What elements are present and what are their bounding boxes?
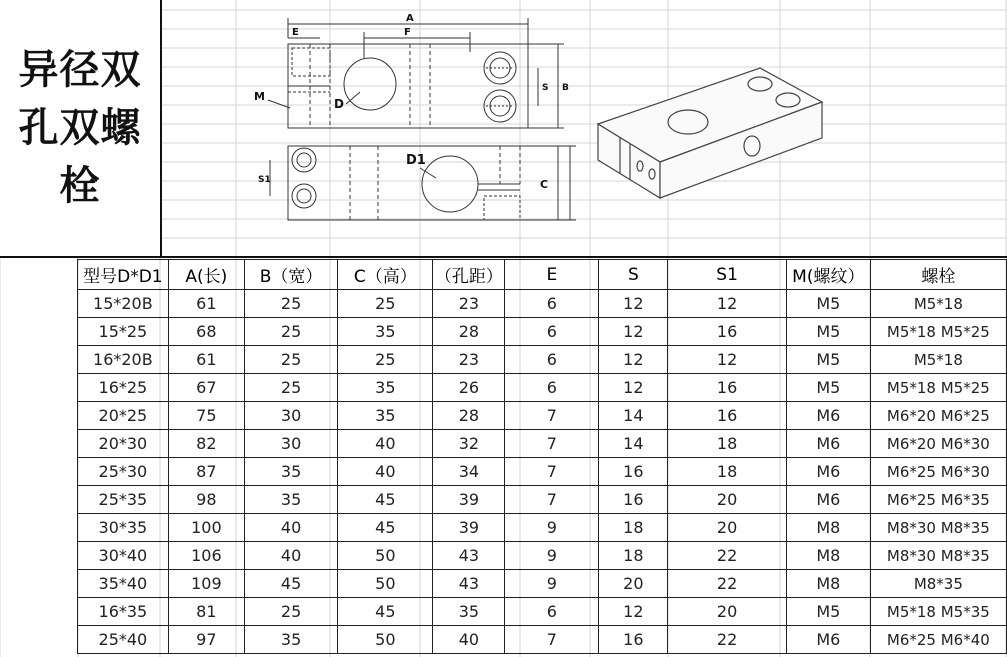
cell-hole-pitch: 43: [433, 542, 505, 570]
cell-s: 16: [599, 626, 668, 654]
cell-hole-pitch: 35: [433, 598, 505, 626]
cell-s1: 20: [668, 598, 787, 626]
cell-thread: M5: [786, 290, 870, 318]
table-row: [78, 458, 1007, 486]
cell-model: 25*35: [78, 486, 169, 514]
cell-s1: 16: [668, 402, 787, 430]
dim-label-S1: S1: [258, 175, 271, 185]
cell-s1: 18: [668, 458, 787, 486]
cell-a-length: 98: [168, 486, 244, 514]
cell-e: 6: [505, 598, 599, 626]
cell-e: 7: [505, 486, 599, 514]
cell-bolt: M8*30 M8*35: [870, 542, 1006, 570]
table-row: [78, 430, 1007, 458]
cell-s: 16: [599, 486, 668, 514]
cell-c-height: 45: [338, 486, 433, 514]
cell-b-width: 25: [244, 346, 337, 374]
table-row: [78, 374, 1007, 402]
table-row: [78, 626, 1007, 654]
cell-model: 16*35: [78, 598, 169, 626]
cell-a-length: 87: [168, 458, 244, 486]
dim-label-S: S: [542, 83, 549, 93]
cell-s: 18: [599, 514, 668, 542]
cell-a-length: 68: [168, 318, 244, 346]
col-header-bolt: 螺栓: [870, 260, 1006, 290]
cell-e: 9: [505, 570, 599, 598]
cell-s: 20: [599, 570, 668, 598]
cell-b-width: 35: [244, 486, 337, 514]
cell-a-length: 81: [168, 598, 244, 626]
cell-e: 6: [505, 318, 599, 346]
cell-bolt: M8*30 M8*35: [870, 514, 1006, 542]
header-divider: [0, 256, 1007, 258]
cell-b-width: 30: [244, 402, 337, 430]
table-header-row: [78, 260, 1007, 290]
cell-c-height: 35: [338, 374, 433, 402]
cell-hole-pitch: 23: [433, 346, 505, 374]
cell-thread: M5: [786, 318, 870, 346]
cell-b-width: 25: [244, 374, 337, 402]
cell-bolt: M5*18: [870, 290, 1006, 318]
cell-e: 6: [505, 346, 599, 374]
col-header-model: 型号D*D1: [78, 260, 169, 290]
cell-model: 25*40: [78, 626, 169, 654]
cell-c-height: 50: [338, 570, 433, 598]
col-header-a: A(长): [168, 260, 244, 290]
cell-s1: 20: [668, 514, 787, 542]
cell-thread: M8: [786, 514, 870, 542]
cell-e: 6: [505, 374, 599, 402]
dim-label-E: E: [292, 27, 299, 38]
dim-label-M: M: [254, 90, 265, 103]
cell-s: 14: [599, 402, 668, 430]
product-title: 异径双孔双螺栓: [18, 47, 142, 209]
cell-model: 15*20B: [78, 290, 169, 318]
cell-e: 6: [505, 290, 599, 318]
cell-thread: M6: [786, 626, 870, 654]
cell-b-width: 35: [244, 626, 337, 654]
cell-b-width: 40: [244, 542, 337, 570]
cell-hole-pitch: 40: [433, 626, 505, 654]
cell-s1: 18: [668, 430, 787, 458]
cell-model: 25*30: [78, 458, 169, 486]
cell-a-length: 100: [168, 514, 244, 542]
cell-hole-pitch: 28: [433, 318, 505, 346]
cell-model: 15*25: [78, 318, 169, 346]
cell-s1: 20: [668, 486, 787, 514]
col-header-thread: M(螺纹）: [786, 260, 870, 290]
cell-hole-pitch: 28: [433, 402, 505, 430]
cell-hole-pitch: 23: [433, 290, 505, 318]
cell-b-width: 45: [244, 570, 337, 598]
cell-s: 12: [599, 290, 668, 318]
col-header-s: S: [599, 260, 668, 290]
col-header-hole-pitch: （孔距）: [433, 260, 505, 290]
cell-c-height: 45: [338, 598, 433, 626]
cell-bolt: M5*18 M5*35: [870, 598, 1006, 626]
cell-model: 20*25: [78, 402, 169, 430]
cell-s: 18: [599, 542, 668, 570]
cell-s: 12: [599, 318, 668, 346]
cell-bolt: M8*35: [870, 570, 1006, 598]
cell-s1: 16: [668, 318, 787, 346]
cell-model: 20*30: [78, 430, 169, 458]
spec-table: [77, 259, 1007, 654]
title-box: [0, 0, 162, 256]
dim-label-A: A: [406, 13, 414, 24]
cell-thread: M5: [786, 346, 870, 374]
technical-drawing: [230, 8, 580, 224]
cell-s: 12: [599, 374, 668, 402]
cell-a-length: 75: [168, 402, 244, 430]
cell-c-height: 50: [338, 626, 433, 654]
cell-thread: M6: [786, 458, 870, 486]
cell-c-height: 40: [338, 458, 433, 486]
cell-model: 35*40: [78, 570, 169, 598]
cell-model: 16*20B: [78, 346, 169, 374]
cell-s1: 16: [668, 374, 787, 402]
cell-model: 30*40: [78, 542, 169, 570]
cell-a-length: 109: [168, 570, 244, 598]
col-header-b: B（宽）: [244, 260, 337, 290]
table-row: [78, 514, 1007, 542]
cell-s1: 12: [668, 290, 787, 318]
col-header-s1: S1: [668, 260, 787, 290]
cell-c-height: 25: [338, 290, 433, 318]
dim-label-D1: D1: [406, 153, 426, 168]
col-header-e: E: [505, 260, 599, 290]
dim-label-D: D: [334, 97, 344, 111]
cell-a-length: 82: [168, 430, 244, 458]
table-row: [78, 346, 1007, 374]
cell-c-height: 50: [338, 542, 433, 570]
col-header-c: C（高）: [338, 260, 433, 290]
cell-b-width: 30: [244, 430, 337, 458]
cell-c-height: 40: [338, 430, 433, 458]
dim-label-C: C: [540, 178, 549, 191]
cell-e: 9: [505, 542, 599, 570]
cell-bolt: M6*20 M6*30: [870, 430, 1006, 458]
isometric-view: [590, 62, 830, 202]
table-row: [78, 542, 1007, 570]
cell-s1: 22: [668, 542, 787, 570]
cell-thread: M6: [786, 402, 870, 430]
cell-hole-pitch: 39: [433, 514, 505, 542]
cell-hole-pitch: 39: [433, 486, 505, 514]
cell-bolt: M5*18 M5*25: [870, 318, 1006, 346]
cell-thread: M8: [786, 570, 870, 598]
cell-bolt: M6*25 M6*40: [870, 626, 1006, 654]
cell-thread: M5: [786, 598, 870, 626]
cell-s: 12: [599, 598, 668, 626]
cell-thread: M8: [786, 542, 870, 570]
cell-thread: M6: [786, 430, 870, 458]
table-row: [78, 570, 1007, 598]
cell-c-height: 35: [338, 402, 433, 430]
cell-bolt: M6*25 M6*35: [870, 486, 1006, 514]
dim-label-B: B: [562, 83, 569, 93]
cell-model: 16*25: [78, 374, 169, 402]
table-row: [78, 318, 1007, 346]
cell-c-height: 25: [338, 346, 433, 374]
cell-model: 30*35: [78, 514, 169, 542]
cell-s: 12: [599, 346, 668, 374]
cell-b-width: 25: [244, 318, 337, 346]
cell-c-height: 45: [338, 514, 433, 542]
table-row: [78, 486, 1007, 514]
header-section: [0, 0, 1007, 258]
cell-s1: 22: [668, 570, 787, 598]
cell-bolt: M5*18 M5*25: [870, 374, 1006, 402]
cell-a-length: 61: [168, 346, 244, 374]
cell-e: 7: [505, 430, 599, 458]
table-row: [78, 290, 1007, 318]
table-row: [78, 598, 1007, 626]
cell-s1: 22: [668, 626, 787, 654]
cell-s: 14: [599, 430, 668, 458]
cell-b-width: 40: [244, 514, 337, 542]
cell-bolt: M5*18: [870, 346, 1006, 374]
cell-hole-pitch: 26: [433, 374, 505, 402]
cell-b-width: 25: [244, 290, 337, 318]
cell-a-length: 67: [168, 374, 244, 402]
cell-bolt: M6*20 M6*25: [870, 402, 1006, 430]
cell-c-height: 35: [338, 318, 433, 346]
cell-b-width: 35: [244, 458, 337, 486]
cell-b-width: 25: [244, 598, 337, 626]
cell-s1: 12: [668, 346, 787, 374]
cell-a-length: 97: [168, 626, 244, 654]
cell-hole-pitch: 34: [433, 458, 505, 486]
cell-e: 7: [505, 458, 599, 486]
cell-e: 7: [505, 626, 599, 654]
cell-a-length: 106: [168, 542, 244, 570]
cell-thread: M6: [786, 486, 870, 514]
cell-thread: M5: [786, 374, 870, 402]
table-row: [78, 402, 1007, 430]
cell-a-length: 61: [168, 290, 244, 318]
cell-hole-pitch: 43: [433, 570, 505, 598]
cell-s: 16: [599, 458, 668, 486]
dim-label-F: F: [404, 27, 411, 38]
cell-e: 7: [505, 402, 599, 430]
cell-e: 9: [505, 514, 599, 542]
cell-hole-pitch: 32: [433, 430, 505, 458]
cell-bolt: M6*25 M6*30: [870, 458, 1006, 486]
